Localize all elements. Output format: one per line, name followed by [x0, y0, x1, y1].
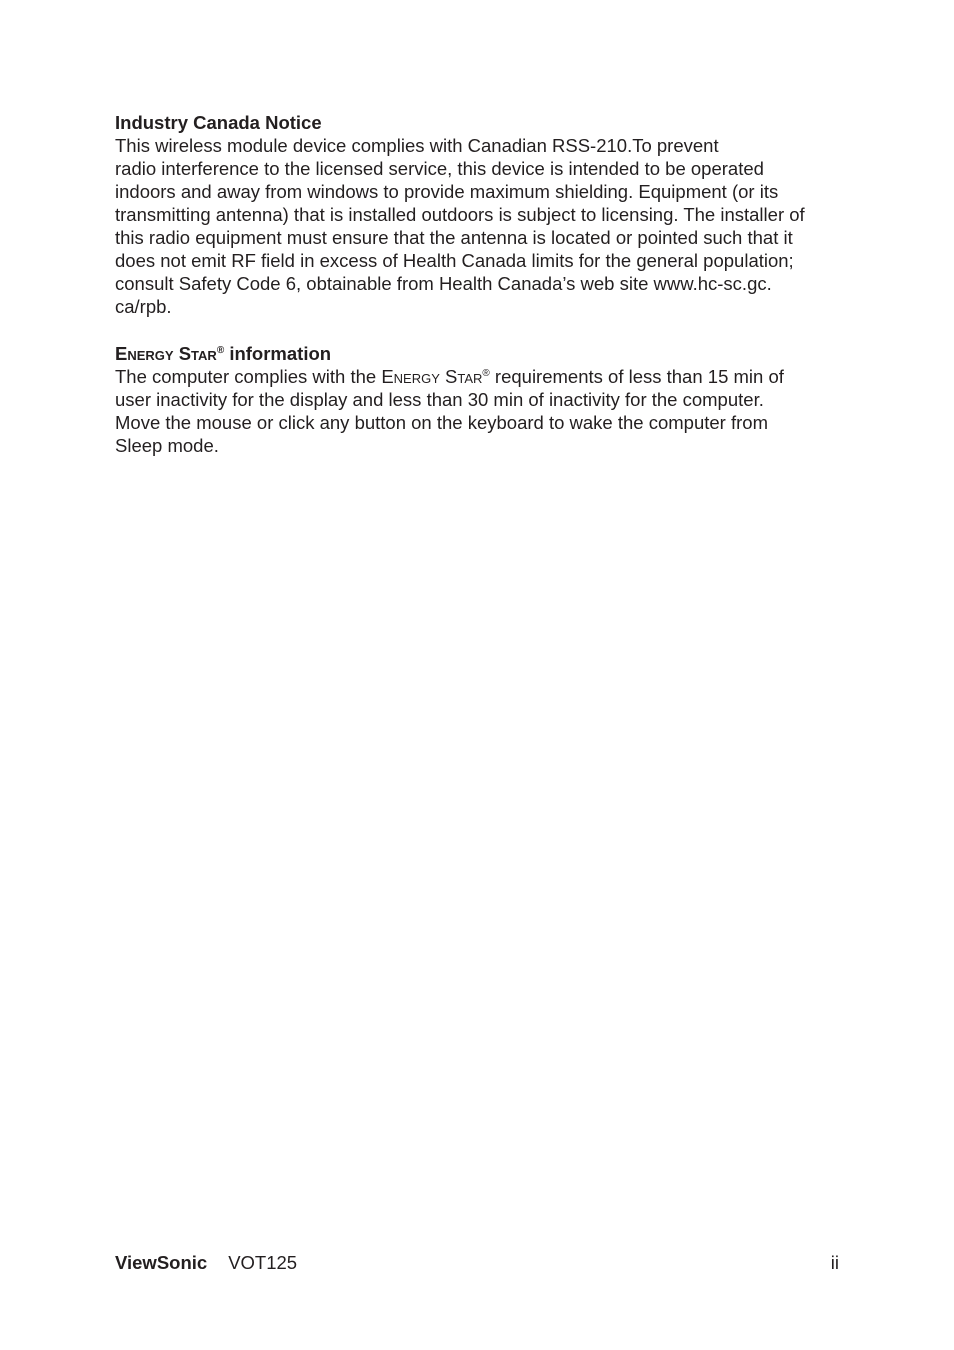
industry-canada-body — [115, 134, 840, 318]
energy-star-body — [115, 365, 840, 457]
body-line: ca/rpb. — [115, 296, 172, 317]
page-number: ii — [830, 1252, 839, 1273]
body-line: transmitting antenna) that is installed outdoors is subject to licensing. The installer of — [115, 204, 805, 225]
energy-star-section — [115, 342, 840, 457]
body-line: indoors and away from windows to provide maximum shielding. Equipment (or its — [115, 181, 779, 202]
body-text: requirements of less than 15 min of — [489, 366, 784, 387]
industry-canada-heading: Industry Canada Notice — [115, 112, 322, 133]
body-line: radio interference to the licensed service, this device is intended to be operated — [115, 158, 764, 179]
industry-canada-section — [115, 111, 840, 318]
body-line: This wireless module device complies with Canadian RSS-210.To prevent — [115, 135, 719, 156]
energy-star-heading-text: information — [224, 343, 332, 364]
registered-mark: ® — [216, 345, 225, 356]
page-footer — [115, 1251, 839, 1274]
body-text: The computer complies with the — [115, 366, 382, 387]
body-line: Move the mouse or click any button on the keyboard to wake the computer from — [115, 412, 768, 433]
body-line: user inactivity for the display and less than 30 min of inactivity for the computer. — [115, 389, 764, 410]
energy-star-heading-brand: Energy Star — [115, 343, 217, 364]
body-line: does not emit RF field in excess of Health Canada limits for the general population; — [115, 250, 794, 271]
body-line: Sleep mode. — [115, 435, 219, 456]
energy-star-heading — [115, 342, 840, 365]
energy-star-brand: Energy Star — [381, 366, 483, 387]
registered-mark: ® — [482, 368, 490, 379]
body-line — [115, 365, 840, 388]
footer-brand: ViewSonic — [115, 1252, 208, 1273]
body-line: consult Safety Code 6, obtainable from Health Canada’s web site www.hc-sc.gc. — [115, 273, 772, 294]
body-line: this radio equipment must ensure that the antenna is located or pointed such that it — [115, 227, 793, 248]
footer-model: VOT125 — [228, 1252, 298, 1273]
